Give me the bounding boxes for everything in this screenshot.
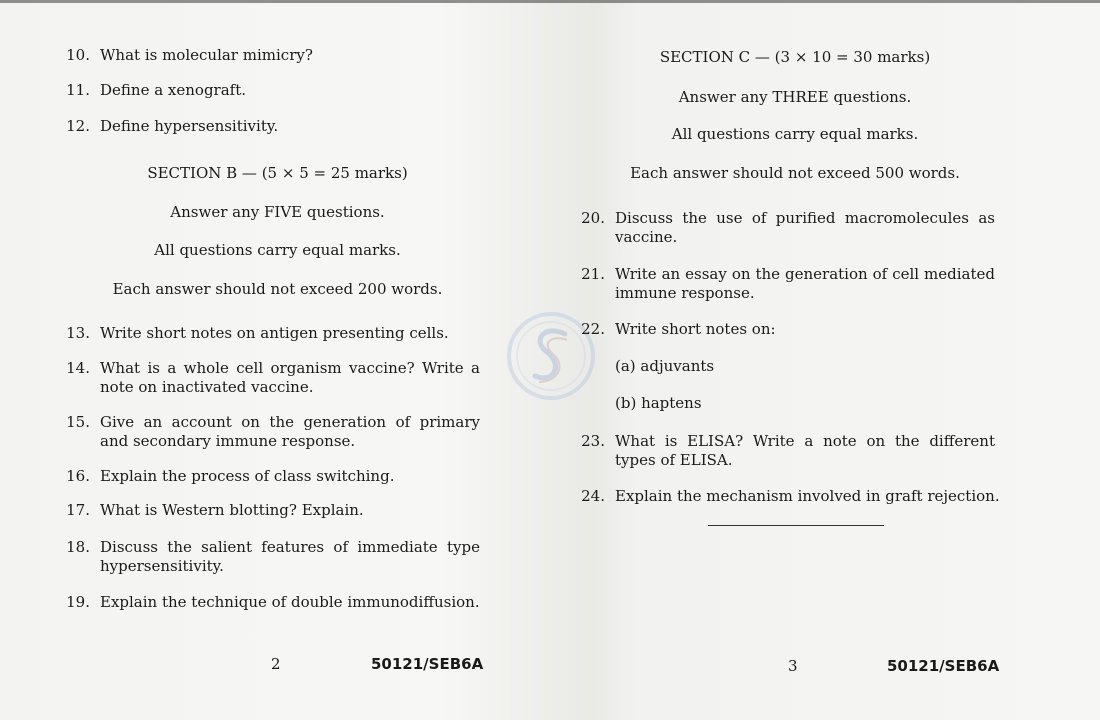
question-text: Discuss the use of purified macromolecules as vaccine. xyxy=(615,209,995,246)
section-b-instruction: All questions carry equal marks. xyxy=(154,241,401,259)
paper-code: 50121/SEB6A xyxy=(371,655,484,673)
paper-code: 50121/SEB6A xyxy=(887,657,1000,675)
question-number: 11. xyxy=(66,81,90,99)
section-c-instruction: Answer any THREE questions. xyxy=(678,88,912,106)
page-number: 2 xyxy=(271,655,281,673)
subpart-a: (a) adjuvants xyxy=(615,357,715,375)
section-b-instruction: Each answer should not exceed 200 words. xyxy=(112,280,443,298)
question-number: 20. xyxy=(581,209,605,227)
end-of-paper-line xyxy=(708,525,884,526)
question-number: 22. xyxy=(581,320,605,338)
question-number: 10. xyxy=(66,46,90,64)
question-text: Explain the process of class switching. xyxy=(100,467,395,485)
question-text: Write an essay on the generation of cell mediated immune response. xyxy=(615,265,995,302)
section-c-instruction: Each answer should not exceed 500 words. xyxy=(630,164,960,182)
question-text: Explain the technique of double immunodiffusion. xyxy=(100,593,480,611)
subpart-b: (b) haptens xyxy=(615,394,702,412)
question-number: 21. xyxy=(581,265,605,283)
question-text: What is molecular mimicry? xyxy=(100,46,313,64)
question-text: Explain the mechanism involved in graft rejection. xyxy=(615,487,1000,505)
question-number: 15. xyxy=(66,413,90,431)
question-number: 13. xyxy=(66,324,90,342)
question-text: Write short notes on antigen presenting cells. xyxy=(100,324,449,342)
question-text: Define a xenograft. xyxy=(100,81,247,99)
section-b-instruction: Answer any FIVE questions. xyxy=(170,203,385,221)
page-right xyxy=(550,0,1100,720)
question-text: Write short notes on: xyxy=(615,320,776,338)
question-number: 19. xyxy=(66,593,90,611)
question-text: Give an account on the generation of primary and secondary immune response. xyxy=(100,413,480,450)
question-text: Discuss the salient features of immediate type hypersensitivity. xyxy=(100,538,480,575)
section-c-heading: SECTION C — (3 × 10 = 30 marks) xyxy=(659,48,931,66)
section-c-instruction: All questions carry equal marks. xyxy=(671,125,919,143)
question-number: 18. xyxy=(66,538,90,556)
question-number: 24. xyxy=(581,487,605,505)
question-number: 12. xyxy=(66,117,90,135)
page-number: 3 xyxy=(788,657,798,675)
question-text: What is Western blotting? Explain. xyxy=(100,501,364,519)
question-text: What is a whole cell organism vaccine? Write a note on inactivated vaccine. xyxy=(100,359,480,396)
question-number: 17. xyxy=(66,501,90,519)
question-number: 14. xyxy=(66,359,90,377)
question-number: 23. xyxy=(581,432,605,450)
section-b-heading: SECTION B — (5 × 5 = 25 marks) xyxy=(147,164,408,182)
question-text: What is ELISA? Write a note on the different types of ELISA. xyxy=(615,432,995,469)
question-number: 16. xyxy=(66,467,90,485)
question-text: Define hypersensitivity. xyxy=(100,117,279,135)
